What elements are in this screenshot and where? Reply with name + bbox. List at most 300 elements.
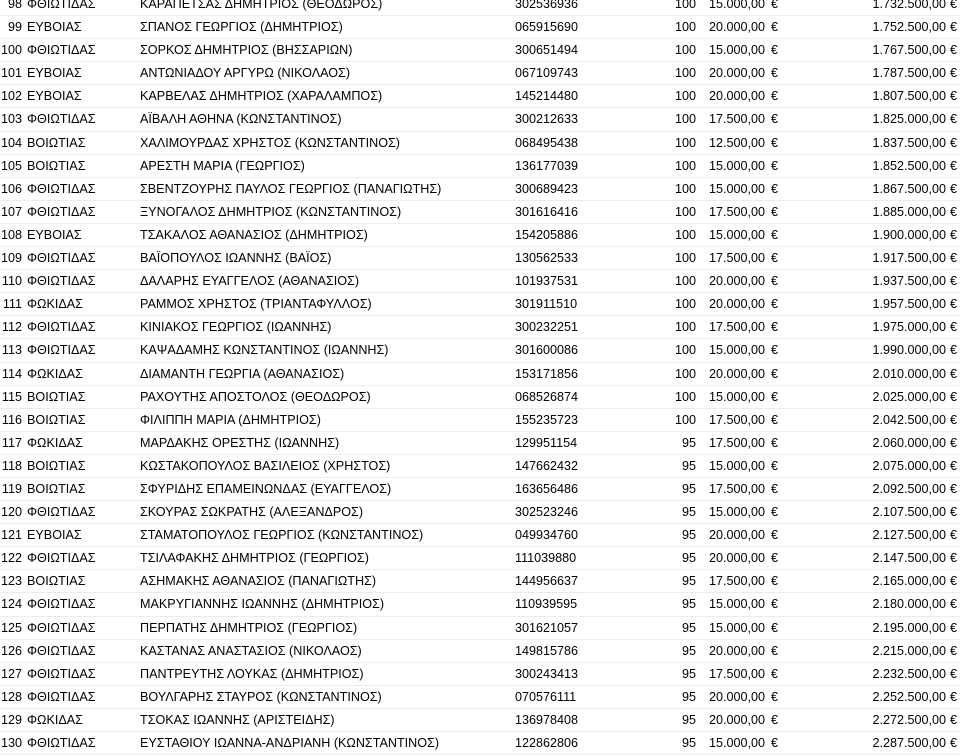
currency-symbol: € (950, 528, 958, 543)
cumulative-cell: 2.060.000,00 (872, 435, 946, 450)
row-number: 112 (1, 320, 22, 335)
row-number: 107 (0, 204, 22, 219)
table-row (0, 709, 960, 732)
row-number: 126 (0, 643, 22, 658)
region-cell: ΒΟΙΩΤΙΑΣ (27, 412, 86, 427)
region-cell: ΒΟΙΩΤΙΑΣ (27, 481, 86, 496)
region-cell: ΒΟΙΩΤΙΑΣ (27, 135, 86, 150)
score-cell: 100 (674, 135, 696, 150)
tax-id-cell: 300212633 (515, 112, 579, 127)
tax-id-cell: 130562533 (515, 251, 579, 266)
region-cell: ΦΘΙΩΤΙΔΑΣ (27, 274, 96, 289)
amount-cell: 12.500,00 (708, 135, 765, 150)
currency-symbol: € (771, 320, 779, 335)
name-cell: ΜΑΚΡΥΓΙΑΝΝΗΣ ΙΩΑΝΝΗΣ (ΔΗΜΗΤΡΙΟΣ) (140, 597, 385, 612)
score-cell: 95 (681, 458, 696, 473)
region-cell: ΦΘΙΩΤΙΔΑΣ (27, 320, 96, 335)
region-cell: ΦΘΙΩΤΙΔΑΣ (27, 204, 96, 219)
amount-cell: 15.000,00 (708, 458, 765, 473)
score-cell: 100 (674, 181, 696, 196)
row-number: 100 (0, 43, 22, 58)
row-number: 123 (0, 574, 22, 589)
currency-symbol: € (771, 666, 779, 681)
name-cell: ΣΤΑΜΑΤΟΠΟΥΛΟΣ ΓΕΩΡΓΙΟΣ (ΚΩΝΣΤΑΝΤΙΝΟΣ) (140, 528, 424, 543)
name-cell: ΤΣΑΚΑΛΟΣ ΑΘΑΝΑΣΙΟΣ (ΔΗΜΗΤΡΙΟΣ) (140, 227, 368, 242)
score-cell: 95 (681, 712, 696, 727)
name-cell: ΤΣΙΛΑΦΑΚΗΣ ΔΗΜΗΤΡΙΟΣ (ΓΕΩΡΓΙΟΣ) (140, 551, 369, 566)
name-cell: ΚΑΨΑΔΑΜΗΣ ΚΩΝΣΤΑΝΤΙΝΟΣ (ΙΩΑΝΝΗΣ) (140, 343, 389, 358)
amount-cell: 15.000,00 (708, 343, 765, 358)
cumulative-cell: 2.252.500,00 (872, 689, 946, 704)
score-cell: 100 (674, 412, 696, 427)
tax-id-cell: 163656486 (515, 481, 579, 496)
name-cell: ΠΑΝΤΡΕΥΤΗΣ ΛΟΥΚΑΣ (ΔΗΜΗΤΡΙΟΣ) (140, 666, 364, 681)
amount-cell: 20.000,00 (708, 20, 765, 35)
region-cell: ΦΘΙΩΤΙΔΑΣ (27, 505, 96, 520)
currency-symbol: € (771, 435, 779, 450)
cumulative-cell: 1.787.500,00 (872, 66, 946, 81)
tax-id-cell: 302523246 (515, 505, 579, 520)
row-number: 128 (0, 689, 22, 704)
row-number: 105 (0, 158, 22, 173)
currency-symbol: € (950, 89, 958, 104)
name-cell: ΑΝΤΩΝΙΑΔΟΥ ΑΡΓΥΡΩ (ΝΙΚΟΛΑΟΣ) (140, 66, 351, 81)
tax-id-cell: 110939595 (515, 597, 578, 612)
tax-id-cell: 300651494 (515, 43, 579, 58)
amount-cell: 17.500,00 (708, 412, 765, 427)
score-cell: 95 (681, 643, 696, 658)
currency-symbol: € (771, 343, 779, 358)
row-number: 109 (0, 251, 22, 266)
currency-symbol: € (950, 227, 958, 242)
region-cell: ΦΩΚΙΔΑΣ (27, 712, 83, 727)
name-cell: ΑΪΒΑΛΗ ΑΘΗΝΑ (ΚΩΝΣΤΑΝΤΙΝΟΣ) (140, 112, 342, 127)
currency-symbol: € (950, 0, 958, 11)
table-row (0, 409, 960, 432)
cumulative-cell: 1.767.500,00 (872, 43, 946, 58)
score-cell: 95 (681, 481, 696, 496)
table-row (0, 593, 960, 616)
tax-id-cell: 145214480 (515, 89, 579, 104)
currency-symbol: € (771, 712, 779, 727)
score-cell: 95 (681, 736, 696, 750)
score-cell: 100 (674, 43, 696, 58)
row-number: 118 (1, 458, 22, 473)
currency-symbol: € (950, 574, 958, 589)
currency-symbol: € (771, 112, 779, 127)
amount-cell: 15.000,00 (708, 0, 765, 11)
amount-cell: 20.000,00 (708, 297, 765, 312)
row-number: 108 (0, 227, 22, 242)
score-cell: 95 (681, 666, 696, 681)
cumulative-cell: 1.807.500,00 (872, 89, 946, 104)
table-row (0, 501, 960, 524)
row-number: 122 (0, 551, 22, 566)
currency-symbol: € (771, 251, 779, 266)
currency-symbol: € (771, 736, 779, 750)
table-row (0, 0, 960, 16)
table-row (0, 155, 960, 178)
table-row (0, 316, 960, 339)
row-number: 120 (0, 505, 22, 520)
row-number: 106 (0, 181, 22, 196)
row-number: 116 (1, 412, 22, 427)
table-row (0, 386, 960, 409)
region-cell: ΒΟΙΩΤΙΑΣ (27, 389, 86, 404)
name-cell: ΣΚΟΥΡΑΣ ΣΩΚΡΑΤΗΣ (ΑΛΕΞΑΝΔΡΟΣ) (140, 505, 364, 520)
amount-cell: 17.500,00 (708, 666, 765, 681)
table-row (0, 178, 960, 201)
amount-cell: 15.000,00 (708, 389, 765, 404)
region-cell: ΦΘΙΩΤΙΔΑΣ (27, 620, 96, 635)
cumulative-cell: 2.215.000,00 (872, 643, 946, 658)
score-cell: 100 (674, 89, 696, 104)
amount-cell: 20.000,00 (708, 274, 765, 289)
tax-id-cell: 147662432 (515, 458, 579, 473)
table-row (0, 455, 960, 478)
table-row (0, 132, 960, 155)
amount-cell: 20.000,00 (708, 528, 765, 543)
row-number: 115 (1, 389, 22, 404)
score-cell: 100 (674, 20, 696, 35)
amount-cell: 20.000,00 (708, 366, 765, 381)
region-cell: ΦΩΚΙΔΑΣ (27, 297, 83, 312)
row-number: 101 (0, 66, 22, 81)
row-number: 103 (0, 112, 22, 127)
name-cell: ΧΑΛΙΜΟΥΡΔΑΣ ΧΡΗΣΤΟΣ (ΚΩΝΣΤΑΝΤΙΝΟΣ) (140, 135, 400, 150)
name-cell: ΕΥΣΤΑΘΙΟΥ ΙΩΑΝΝΑ-ΑΝΔΡΙΑΝΗ (ΚΩΝΣΤΑΝΤΙΝΟΣ) (140, 736, 440, 750)
cumulative-cell: 2.025.000,00 (872, 389, 946, 404)
tax-id-cell: 049934760 (515, 528, 579, 543)
currency-symbol: € (771, 297, 779, 312)
cumulative-cell: 2.180.000,00 (872, 597, 946, 612)
region-cell: ΦΘΙΩΤΙΔΑΣ (27, 0, 96, 11)
tax-id-cell: 129951154 (515, 435, 578, 450)
score-cell: 100 (674, 251, 696, 266)
cumulative-cell: 1.990.000,00 (872, 343, 946, 358)
name-cell: ΒΟΥΛΓΑΡΗΣ ΣΤΑΥΡΟΣ (ΚΩΝΣΤΑΝΤΙΝΟΣ) (140, 689, 382, 704)
row-number: 111 (2, 297, 22, 312)
score-cell: 100 (674, 343, 696, 358)
score-cell: 100 (674, 158, 696, 173)
region-cell: ΒΟΙΩΤΙΑΣ (27, 574, 86, 589)
table-row (0, 570, 960, 593)
region-cell: ΦΘΙΩΤΙΔΑΣ (27, 736, 96, 750)
currency-symbol: € (771, 643, 779, 658)
cumulative-cell: 2.287.500,00 (872, 736, 946, 750)
currency-symbol: € (950, 181, 958, 196)
tax-id-cell: 300232251 (515, 320, 579, 335)
amount-cell: 17.500,00 (708, 204, 765, 219)
name-cell: ΚΩΣΤΑΚΟΠΟΥΛΟΣ ΒΑΣΙΛΕΙΟΣ (ΧΡΗΣΤΟΣ) (140, 458, 391, 473)
amount-cell: 17.500,00 (708, 481, 765, 496)
cumulative-cell: 1.732.500,00 (872, 0, 946, 11)
region-cell: ΦΘΙΩΤΙΔΑΣ (27, 251, 96, 266)
score-cell: 95 (681, 435, 696, 450)
row-number: 119 (1, 481, 22, 496)
row-number: 114 (1, 366, 22, 381)
cumulative-cell: 1.852.500,00 (872, 158, 946, 173)
amount-cell: 15.000,00 (708, 227, 765, 242)
score-cell: 95 (681, 528, 696, 543)
name-cell: ΣΒΕΝΤΖΟΥΡΗΣ ΠΑΥΛΟΣ ΓΕΩΡΓΙΟΣ (ΠΑΝΑΓΙΩΤΗΣ) (140, 181, 442, 196)
currency-symbol: € (771, 274, 779, 289)
row-number: 125 (0, 620, 22, 635)
table-row (0, 247, 960, 270)
cumulative-cell: 2.195.000,00 (872, 620, 946, 635)
score-cell: 100 (674, 274, 696, 289)
amount-cell: 17.500,00 (708, 112, 765, 127)
score-cell: 95 (681, 574, 696, 589)
region-cell: ΦΘΙΩΤΙΔΑΣ (27, 551, 96, 566)
cumulative-cell: 2.127.500,00 (872, 528, 946, 543)
currency-symbol: € (950, 597, 958, 612)
amount-cell: 15.000,00 (708, 620, 765, 635)
currency-symbol: € (950, 689, 958, 704)
name-cell: ΒΑΪΟΠΟΥΛΟΣ ΙΩΑΝΝΗΣ (ΒΑΪΟΣ) (140, 251, 332, 266)
name-cell: ΚΙΝΙΑΚΟΣ ΓΕΩΡΓΙΟΣ (ΙΩΑΝΝΗΣ) (140, 320, 332, 335)
tax-id-cell: 155235723 (515, 412, 579, 427)
cumulative-cell: 1.837.500,00 (872, 135, 946, 150)
cumulative-cell: 2.147.500,00 (872, 551, 946, 566)
table-row (0, 270, 960, 293)
cumulative-cell: 2.010.000,00 (872, 366, 946, 381)
amount-cell: 15.000,00 (708, 736, 765, 750)
score-cell: 100 (674, 0, 696, 11)
tax-id-cell: 154205886 (515, 227, 579, 242)
name-cell: ΔΑΛΑΡΗΣ ΕΥΑΓΓΕΛΟΣ (ΑΘΑΝΑΣΙΟΣ) (140, 274, 360, 289)
row-number: 110 (1, 274, 22, 289)
name-cell: ΑΡΕΣΤΗ ΜΑΡΙΑ (ΓΕΩΡΓΙΟΣ) (140, 158, 305, 173)
currency-symbol: € (771, 181, 779, 196)
region-cell: ΦΩΚΙΔΑΣ (27, 366, 83, 381)
currency-symbol: € (771, 620, 779, 635)
region-cell: ΦΩΚΙΔΑΣ (27, 435, 83, 450)
cumulative-cell: 2.042.500,00 (872, 412, 946, 427)
cumulative-cell: 1.937.500,00 (872, 274, 946, 289)
currency-symbol: € (771, 89, 779, 104)
amount-cell: 17.500,00 (708, 320, 765, 335)
tax-id-cell: 302536936 (515, 0, 579, 11)
currency-symbol: € (771, 204, 779, 219)
row-number: 124 (0, 597, 22, 612)
name-cell: ΣΦΥΡΙΔΗΣ ΕΠΑΜΕΙΝΩΝΔΑΣ (ΕΥΑΓΓΕΛΟΣ) (140, 481, 392, 496)
currency-symbol: € (771, 551, 779, 566)
currency-symbol: € (771, 412, 779, 427)
cumulative-cell: 1.917.500,00 (872, 251, 946, 266)
currency-symbol: € (771, 505, 779, 520)
table-row (0, 547, 960, 570)
cumulative-cell: 2.075.000,00 (872, 458, 946, 473)
row-number: 121 (0, 528, 22, 543)
name-cell: ΚΑΡΒΕΛΑΣ ΔΗΜΗΤΡΙΟΣ (ΧΑΡΑΛΑΜΠΟΣ) (140, 89, 383, 104)
tax-id-cell: 101937531 (515, 274, 579, 289)
tax-id-cell: 301911510 (515, 297, 578, 312)
table-row (0, 16, 960, 39)
name-cell: ΣΟΡΚΟΣ ΔΗΜΗΤΡΙΟΣ (ΒΗΣΣΑΡΙΩΝ) (140, 43, 353, 58)
tax-id-cell: 068526874 (515, 389, 579, 404)
amount-cell: 20.000,00 (708, 643, 765, 658)
currency-symbol: € (950, 712, 958, 727)
region-cell: ΕΥΒΟΙΑΣ (27, 66, 82, 81)
currency-symbol: € (771, 43, 779, 58)
tax-id-cell: 300689423 (515, 181, 579, 196)
score-cell: 95 (681, 597, 696, 612)
currency-symbol: € (950, 297, 958, 312)
region-cell: ΦΘΙΩΤΙΔΑΣ (27, 43, 96, 58)
currency-symbol: € (950, 389, 958, 404)
currency-symbol: € (950, 343, 958, 358)
table-row (0, 732, 960, 755)
currency-symbol: € (771, 458, 779, 473)
currency-symbol: € (771, 227, 779, 242)
table-row (0, 524, 960, 547)
name-cell: ΠΕΡΠΑΤΗΣ ΔΗΜΗΤΡΙΟΣ (ΓΕΩΡΓΙΟΣ) (140, 620, 358, 635)
cumulative-cell: 1.975.000,00 (872, 320, 946, 335)
currency-symbol: € (950, 366, 958, 381)
currency-symbol: € (950, 66, 958, 81)
row-number: 113 (1, 343, 22, 358)
score-cell: 95 (681, 620, 696, 635)
currency-symbol: € (950, 435, 958, 450)
currency-symbol: € (771, 158, 779, 173)
cumulative-cell: 1.885.000,00 (872, 204, 946, 219)
region-cell: ΦΘΙΩΤΙΔΑΣ (27, 181, 96, 196)
name-cell: ΔΙΑΜΑΝΤΗ ΓΕΩΡΓΙΑ (ΑΘΑΝΑΣΙΟΣ) (140, 366, 345, 381)
currency-symbol: € (771, 481, 779, 496)
currency-symbol: € (771, 366, 779, 381)
name-cell: ΦΙΛΙΠΠΗ ΜΑΡΙΑ (ΔΗΜΗΤΡΙΟΣ) (140, 412, 321, 427)
region-cell: ΒΟΙΩΤΙΑΣ (27, 158, 86, 173)
table-row (0, 640, 960, 663)
amount-cell: 15.000,00 (708, 597, 765, 612)
name-cell: ΞΥΝΟΓΑΛΟΣ ΔΗΜΗΤΡΙΟΣ (ΚΩΝΣΤΑΝΤΙΝΟΣ) (140, 204, 402, 219)
score-cell: 95 (681, 551, 696, 566)
row-number: 102 (0, 89, 22, 104)
currency-symbol: € (950, 251, 958, 266)
amount-cell: 17.500,00 (708, 574, 765, 589)
currency-symbol: € (950, 135, 958, 150)
tax-id-cell: 301621057 (515, 620, 579, 635)
cumulative-cell: 2.272.500,00 (872, 712, 946, 727)
tax-id-cell: 153171856 (515, 366, 579, 381)
currency-symbol: € (950, 204, 958, 219)
name-cell: ΑΣΗΜΑΚΗΣ ΑΘΑΝΑΣΙΟΣ (ΠΑΝΑΓΙΩΤΗΣ) (140, 574, 377, 589)
currency-symbol: € (950, 666, 958, 681)
row-number: 129 (0, 712, 22, 727)
row-number: 98 (7, 0, 22, 11)
currency-symbol: € (771, 689, 779, 704)
region-cell: ΕΥΒΟΙΑΣ (27, 89, 82, 104)
tax-id-cell: 067109743 (515, 66, 579, 81)
currency-symbol: € (950, 481, 958, 496)
score-cell: 100 (674, 227, 696, 242)
currency-symbol: € (771, 574, 779, 589)
score-cell: 100 (674, 66, 696, 81)
row-number: 130 (0, 736, 22, 750)
amount-cell: 15.000,00 (708, 158, 765, 173)
cumulative-cell: 1.867.500,00 (872, 181, 946, 196)
tax-id-cell: 136177039 (515, 158, 579, 173)
score-cell: 100 (674, 320, 696, 335)
cumulative-cell: 2.232.500,00 (872, 666, 946, 681)
currency-symbol: € (950, 620, 958, 635)
cumulative-cell: 2.092.500,00 (872, 481, 946, 496)
name-cell: ΤΣΟΚΑΣ ΙΩΑΝΝΗΣ (ΑΡΙΣΤΕΙΔΗΣ) (140, 712, 335, 727)
currency-symbol: € (950, 43, 958, 58)
amount-cell: 20.000,00 (708, 89, 765, 104)
currency-symbol: € (950, 158, 958, 173)
table-row (0, 686, 960, 709)
table-row (0, 85, 960, 108)
region-cell: ΦΘΙΩΤΙΔΑΣ (27, 689, 96, 704)
currency-symbol: € (771, 135, 779, 150)
tax-id-cell: 068495438 (515, 135, 579, 150)
region-cell: ΒΟΙΩΤΙΑΣ (27, 458, 86, 473)
amount-cell: 15.000,00 (708, 181, 765, 196)
currency-symbol: € (771, 389, 779, 404)
score-cell: 100 (674, 389, 696, 404)
tax-id-cell: 136978408 (515, 712, 579, 727)
table-row (0, 663, 960, 686)
currency-symbol: € (950, 320, 958, 335)
currency-symbol: € (771, 528, 779, 543)
amount-cell: 20.000,00 (708, 551, 765, 566)
cumulative-cell: 1.900.000,00 (872, 227, 946, 242)
table-row (0, 432, 960, 455)
tax-id-cell: 065915690 (515, 20, 579, 35)
table-row (0, 478, 960, 501)
row-number: 117 (1, 435, 22, 450)
currency-symbol: € (950, 505, 958, 520)
score-cell: 100 (674, 204, 696, 219)
table-row (0, 224, 960, 247)
tax-id-cell: 070576111 (515, 689, 577, 704)
region-cell: ΦΘΙΩΤΙΔΑΣ (27, 112, 96, 127)
amount-cell: 17.500,00 (708, 251, 765, 266)
amount-cell: 15.000,00 (708, 505, 765, 520)
currency-symbol: € (950, 20, 958, 35)
amount-cell: 15.000,00 (708, 43, 765, 58)
region-cell: ΦΘΙΩΤΙΔΑΣ (27, 643, 96, 658)
row-number: 104 (0, 135, 22, 150)
region-cell: ΕΥΒΟΙΑΣ (27, 528, 82, 543)
region-cell: ΕΥΒΟΙΑΣ (27, 227, 82, 242)
currency-symbol: € (771, 20, 779, 35)
score-cell: 100 (674, 112, 696, 127)
currency-symbol: € (950, 551, 958, 566)
currency-symbol: € (771, 597, 779, 612)
table-row (0, 201, 960, 224)
region-cell: ΦΘΙΩΤΙΔΑΣ (27, 343, 96, 358)
cumulative-cell: 1.957.500,00 (872, 297, 946, 312)
cumulative-cell: 2.107.500,00 (872, 505, 946, 520)
table-row (0, 363, 960, 386)
tax-id-cell: 144956637 (515, 574, 579, 589)
region-cell: ΦΘΙΩΤΙΔΑΣ (27, 666, 96, 681)
cumulative-cell: 2.165.000,00 (872, 574, 946, 589)
score-cell: 95 (681, 689, 696, 704)
currency-symbol: € (771, 66, 779, 81)
table-row (0, 339, 960, 362)
region-cell: ΦΘΙΩΤΙΔΑΣ (27, 597, 96, 612)
name-cell: ΚΑΡΑΠΕΤΣΑΣ ΔΗΜΗΤΡΙΟΣ (ΘΕΟΔΩΡΟΣ) (140, 0, 383, 11)
score-cell: 100 (674, 366, 696, 381)
score-cell: 95 (681, 505, 696, 520)
region-cell: ΕΥΒΟΙΑΣ (27, 20, 82, 35)
currency-symbol: € (950, 274, 958, 289)
amount-cell: 20.000,00 (708, 66, 765, 81)
